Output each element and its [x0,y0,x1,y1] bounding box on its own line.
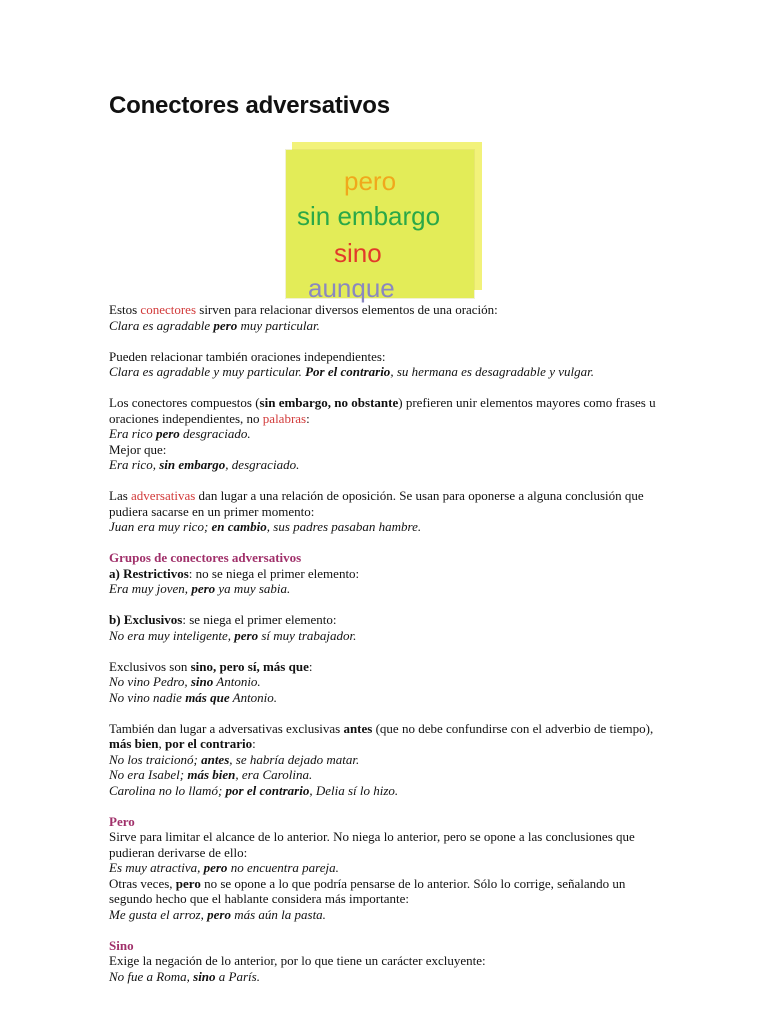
bold-text: a) Restrictivos [109,565,189,581]
paragraph-pero [109,814,669,923]
bold-text: b) Exclusivos [109,612,183,627]
bold-text: más bien [109,736,159,751]
text: , [158,736,165,751]
text: : no se niega el primer elemento: [188,565,360,581]
text: sirven para relacionar diversos elementos de una oración: [196,302,498,317]
link-palabras[interactable]: palabras [262,410,307,426]
example: Clara es agradable y muy particular. Por el contrario, su hermana es desagradable y vulgar. [109,364,594,379]
link-adversativas[interactable]: adversativas [131,488,196,503]
text: : [306,410,310,426]
page-title: Conectores adversativos [109,92,390,119]
paragraph-intro [109,302,669,333]
example: No vino Pedro, sino Antonio. [109,674,261,689]
word-pero: pero [344,166,397,196]
text: Sirve para limitar el alcance de lo anterior. No niega lo anterior, pero se opone a las conclusiones que pudieran derivarse de ello: [109,829,635,860]
bold-text: sin embargo, no obstante [259,395,399,410]
text: Mejor que: [109,441,167,457]
paragraph-independent [109,349,669,380]
example: No los traicionó; antes, se habría dejado matar. [109,751,360,767]
connectors-illustration [286,142,482,303]
text: : se niega el primer elemento: [182,612,337,627]
bold-text: por el contrario [164,736,253,751]
text: (que no debe confundirse con el adverbio de tiempo), [372,720,654,736]
text: Las [109,488,132,503]
section-heading-grupos: Grupos de conectores adversativos [109,550,302,565]
section-heading-sino: Sino [109,937,134,953]
word-sino: sino [334,238,382,268]
text: dan lugar a una relación de oposición. Se usan para oponerse a alguna conclusión que pudiera sacarse en un primer momento: [109,488,644,519]
example: Clara es agradable pero muy particular. [109,317,320,333]
document-body [109,302,669,1000]
text: Los conectores compuestos ( [109,395,260,410]
example: No era Isabel; más bien, era Carolina. [109,767,313,782]
example: Es muy atractiva, pero no encuentra pareja. [109,860,339,875]
text: Exige la negación de lo anterior, por lo que tiene un carácter excluyente: [109,953,486,968]
text: Exclusivos son [109,658,191,674]
card [286,150,474,303]
example: Era rico, sin embargo, desgraciado. [109,457,300,472]
example: Me gusta el arroz, pero más aún la pasta. [109,906,326,922]
bold-text: sino, pero sí, más que [190,658,309,674]
text: Estos [109,302,141,317]
text: : [308,658,313,674]
example: No vino nadie más que Antonio. [109,689,278,705]
text: Otras veces, [109,875,176,891]
example: Carolina no lo llamó; por el contrario, Delia sí lo hizo. [109,782,399,798]
paragraph-sino [109,938,669,985]
bold-text: pero [175,875,201,891]
word-sin-embargo: sin embargo [297,201,441,231]
text: ) prefieren unir elementos mayores como frases u oraciones independientes, no [109,395,656,426]
paragraph-exclusivos-list [109,659,669,706]
text: También dan lugar a adversativas exclusivas [109,720,344,736]
paragraph-antes [109,721,669,799]
example: Era muy joven, pero ya muy sabia. [109,581,291,596]
paragraph-groups [109,550,669,597]
paragraph-compound [109,395,669,473]
paragraph-adversativas [109,488,669,535]
section-heading-pero: Pero [109,813,135,829]
example: Juan era muy rico; en cambio, sus padres pasaban hambre. [109,519,422,534]
text: : [252,736,256,751]
link-conectores[interactable]: conectores [140,302,197,317]
example: Era rico pero desgraciado. [109,426,251,441]
bold-text: antes [343,720,373,736]
text: Pueden relacionar también oraciones independientes: [109,348,386,364]
text: no se opone a lo que podría pensarse de lo anterior. Sólo lo corrige, señalando un segundo hecho que el hablante considera más importante: [109,875,626,906]
example: No era muy inteligente, pero sí muy trabajador. [109,627,357,643]
example: No fue a Roma, sino a París. [109,968,260,984]
paragraph-exclusivos [109,612,669,643]
word-aunque: aunque [308,273,395,303]
